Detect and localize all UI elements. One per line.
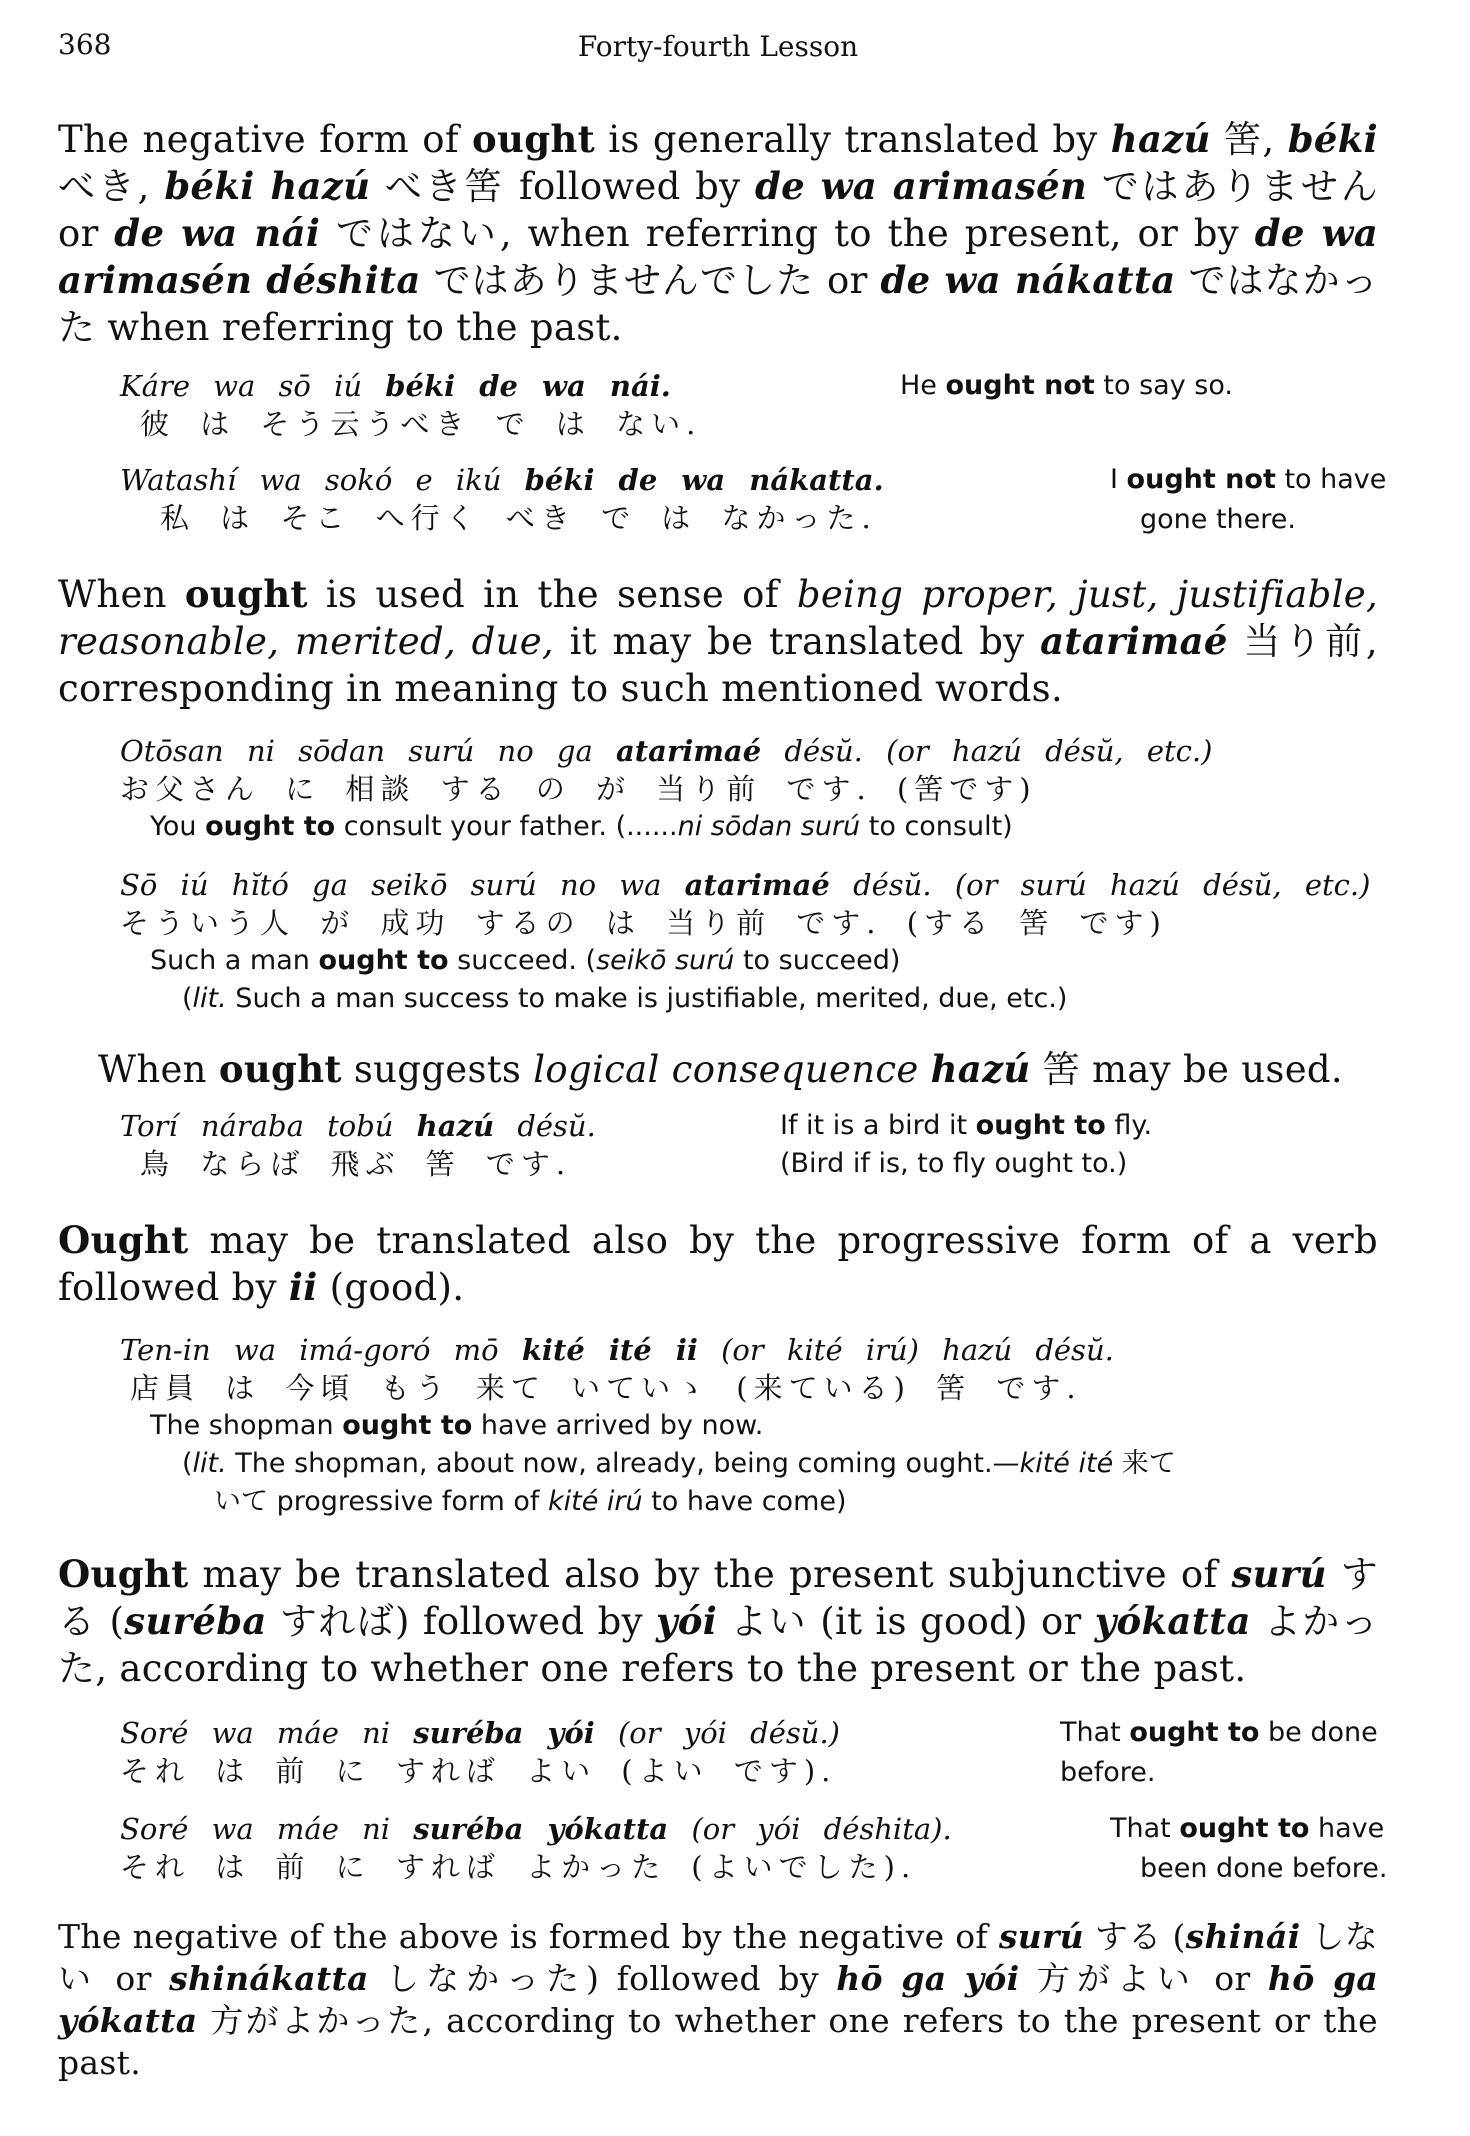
example-8-japanese: それ は 前 に すれば よかった (よいでした). (120, 1850, 917, 1884)
example-1-japanese: 彼 は そう云うべき で は ない. (140, 407, 702, 441)
example-2-translation: I ought not to have (1110, 464, 1387, 495)
example-3-japanese: お父さん に 相談 する の が 当り前 です. (筈です) (120, 772, 1037, 806)
example-1: Káre wa sō iú béki de wa nái. 彼 は そう云うべき で は ない. He ought not to say so. (120, 367, 1378, 453)
example-1-translation: He ought not to say so. (900, 370, 1233, 401)
example-4-literal: (lit. Such a man success to make is justifiable, merited, due, etc.) (182, 983, 1068, 1014)
example-4: Sō iú hĭtó ga seikō surú no wa atarimaé désŭ. (or surú hazú désŭ, etc.) そういう人 が 成功 するの は 当り前 です. (する 筈 です) Such a man ought to succeed. (seikō surú to succeed) (lit. Such a man success to make is justifiable, merited, due, etc.) (120, 866, 1378, 1032)
example-6: Ten-in wa imá-goró mō kité ité ii (or kité irú) hazú désŭ. 店員 は 今頃 もう 来て いていゝ (来ている) 筈 です. The shopman ought to have arrived by now. (lit. The shopman, about now, already, being coming ought.—kité ité 来て いて progressive form of kité irú to have come) (120, 1331, 1378, 1541)
example-6-literal: (lit. The shopman, about now, already, being coming ought.—kité ité 来て (182, 1448, 1176, 1479)
example-7-translation: That ought to be done (1060, 1717, 1378, 1748)
paragraph-negative-ought: The negative form of ought is generally translated by hazú 筈, béki べき, béki hazú べき筈 followed by de wa arimasén ではありません or de wa nái ではない, when referring to the present, or by de wa arimasén déshita ではありませんでした or de wa nákatta ではなかった when referring to the past. (58, 117, 1379, 349)
page-header (58, 24, 1378, 68)
example-3: Otōsan ni sōdan surú no ga atarimaé désŭ. (or hazú désŭ, etc.) お父さん に 相談 する の が 当り前 です. (筈です) You ought to consult your father. (......ni sōdan surú to consult) (120, 732, 1378, 860)
example-3-translation: You ought to consult your father. (......ni sōdan surú to consult) (150, 811, 1013, 842)
example-5: Torí náraba tobú hazú désŭ. 鳥 ならば 飛ぶ 筈 です. If it is a bird it ought to fly. (Bird if is, to fly ought to.) (120, 1107, 1378, 1197)
example-7-japanese: それ は 前 に すれば よい (よい です). (120, 1754, 837, 1788)
example-8-translation: That ought to have (1110, 1813, 1385, 1844)
paragraph-subjunctive: Ought may be translated also by the present subjunctive of surú する (suréba すれば) followed by yói よい (it is good) or yókatta よかった, according to whether one refers to the present or the past. (58, 1552, 1378, 1690)
paragraph-logical-consequence: When ought suggests logical consequence hazú 筈 may be used. (98, 1047, 1343, 1091)
example-7: Soré wa máe ni suréba yói (or yói désŭ.) それ は 前 に すれば よい (よい です). That ought to be done before. (120, 1716, 1378, 1788)
paragraph-negative-above: The negative of the above is formed by the negative of surú する (shinái しない or shinákatta しなかった) followed by hō ga yói 方がよい or hō ga yókatta 方がよかった, according to whether one refers to the present or the past. (58, 1917, 1379, 2082)
page-title: Forty-fourth Lesson (577, 30, 859, 63)
paragraph-progressive-form: Ought may be translated also by the progressive form of a verb followed by ii (good). (58, 1218, 1378, 1309)
example-4-japanese: そういう人 が 成功 するの は 当り前 です. (する 筈 です) (120, 906, 1167, 940)
example-6-japanese: 店員 は 今頃 もう 来て いていゝ (来ている) 筈 です. (130, 1371, 1082, 1405)
example-8: Soré wa máe ni suréba yókatta (or yói déshita). それ は 前 に すれば よかった (よいでした). That ought to have been done before. (120, 1812, 1388, 1884)
paragraph-proper-ought: When ought is used in the sense of being proper, just, justifiable, reasonable, merited, due, it may be translated by atarimaé 当り前, corresponding in meaning to such mentioned words. (58, 572, 1378, 710)
example-4-translation: Such a man ought to succeed. (seikō surú to succeed) (150, 945, 901, 976)
example-5-translation: If it is a bird it ought to fly. (780, 1110, 1153, 1141)
example-6-translation: The shopman ought to have arrived by now. (150, 1410, 764, 1441)
example-5-japanese: 鳥 ならば 飛ぶ 筈 です. (140, 1147, 572, 1181)
example-2: Watashí wa sokó e ikú béki de wa nákatta. 私 は そこ へ行く べき で は なかった. I ought not to have gone there. (120, 463, 1387, 535)
example-2-japanese: 私 は そこ へ行く べき で は なかった. (160, 501, 877, 535)
page-number: 368 (58, 28, 112, 61)
